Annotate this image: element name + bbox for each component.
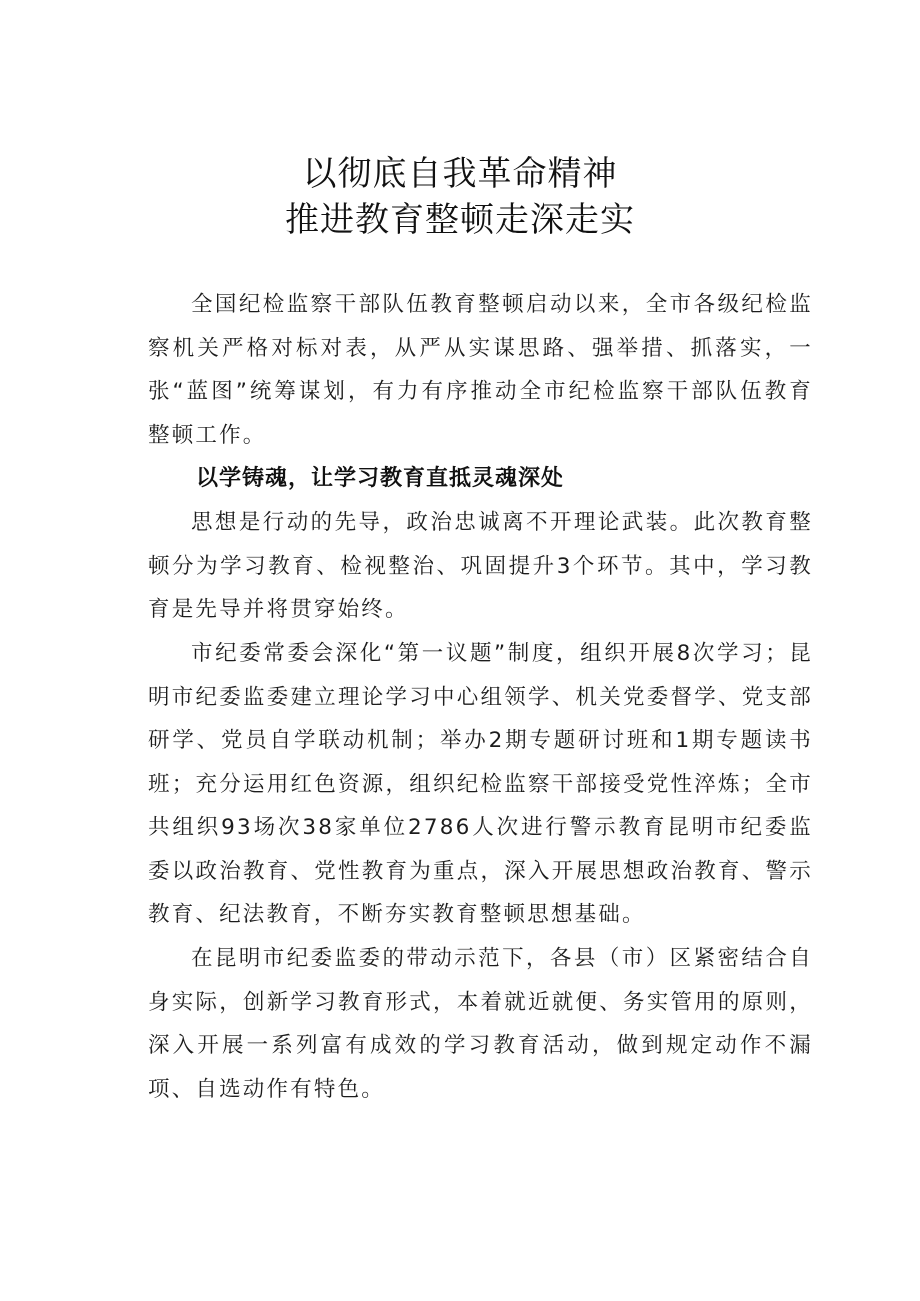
document-title-line-2: 推进教育整顿走深走实 bbox=[285, 200, 635, 240]
section-heading: 以学铸魂，让学习教育直抵灵魂深处 bbox=[196, 466, 565, 491]
paragraph-thought-guidance: 思想是行动的先导，政治忠诚离不开理论武装。此次教育整顿分为学习教育、检视整治、巩固提升3个环节。其中，学习教育是先导并将贯穿始终。 bbox=[148, 510, 813, 622]
paragraph-intro: 全国纪检监察干部队伍教育整顿启动以来，全市各级纪检监察机关严格对标对表，从严从实谋思路、强举措、抓落实，一张“蓝图”统筹谋划，有力有序推动全市纪检监察干部队伍教育整顿工作。 bbox=[148, 292, 813, 448]
document-title-line-1: 以彻底自我革命精神 bbox=[302, 154, 618, 194]
paragraph-study-activities: 市纪委常委会深化“第一议题”制度，组织开展8次学习；昆明市纪委监委建立理论学习中心组领学、机关党委督学、党支部研学、党员自学联动机制；举办2期专题研讨班和1期专题读书班；充分运用红色资源，组织纪检监察干部接受党性淬炼；全市共组织93场次38家单位2786人次进行警示教育昆明市纪委监委以政治教育、党性教育为重点，深入开展思想政治教育、警示教育、纪法教育，不断夯实教育整顿思想基础。 bbox=[148, 641, 813, 927]
paragraph-county-practice: 在昆明市纪委监委的带动示范下，各县（市）区紧密结合自身实际，创新学习教育形式，本着就近就便、务实管用的原则，深入开展一系列富有成效的学习教育活动，做到规定动作不漏项、自选动作有特色。 bbox=[148, 946, 813, 1102]
